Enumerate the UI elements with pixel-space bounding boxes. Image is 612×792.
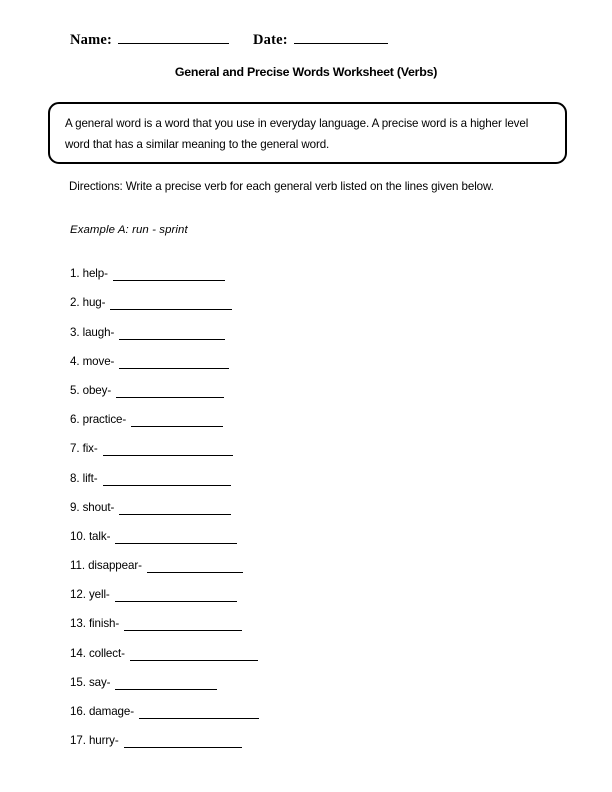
list-item-label: 6. practice- (70, 413, 127, 427)
list-item (70, 369, 550, 398)
verb-list (70, 252, 550, 748)
list-item (70, 486, 550, 515)
list-item-label: 11. disappear- (70, 559, 142, 573)
answer-blank-rule[interactable] (119, 328, 225, 340)
list-item (70, 427, 550, 456)
list-item (70, 281, 550, 310)
name-input-rule[interactable] (118, 30, 229, 44)
answer-blank-rule[interactable] (147, 561, 243, 573)
answer-blank-rule[interactable] (115, 590, 237, 602)
directions-text: Directions: Write a precise verb for each general verb listed on the lines given below. (69, 180, 494, 193)
date-input-rule[interactable] (294, 30, 388, 44)
list-item-label: 12. yell- (70, 588, 110, 602)
list-item (70, 661, 550, 690)
list-item (70, 573, 550, 602)
answer-blank-rule[interactable] (115, 678, 217, 690)
name-field-group (70, 30, 229, 49)
definition-callout-box (48, 102, 567, 164)
list-item-label: 3. laugh- (70, 325, 115, 339)
name-label: Name: (70, 32, 113, 48)
list-item-label: 5. obey- (70, 383, 112, 397)
list-item-label: 10. talk- (70, 529, 111, 543)
list-item (70, 544, 550, 573)
list-item-label: 1. help- (70, 267, 108, 281)
list-item (70, 340, 550, 369)
answer-blank-rule[interactable] (103, 474, 231, 486)
answer-blank-rule[interactable] (103, 444, 233, 456)
answer-blank-rule[interactable] (113, 269, 225, 281)
list-item (70, 515, 550, 544)
date-label: Date: (253, 32, 288, 48)
list-item-label: 17. hurry- (70, 734, 119, 748)
list-item-label: 9. shout- (70, 500, 115, 514)
list-item (70, 252, 550, 281)
list-item (70, 310, 550, 339)
example-text: Example A: run - sprint (70, 224, 188, 236)
list-item-label: 8. lift- (70, 471, 98, 485)
definition-text: A general word is a word that you use in everyday language. A precise word is a higher level word that has a similar meaning to the general word. (65, 117, 529, 151)
list-item-label: 4. move- (70, 354, 115, 368)
answer-blank-rule[interactable] (139, 707, 259, 719)
answer-blank-rule[interactable] (124, 619, 242, 631)
answer-blank-rule[interactable] (119, 503, 231, 515)
answer-blank-rule[interactable] (110, 298, 232, 310)
answer-blank-rule[interactable] (130, 649, 258, 661)
list-item (70, 456, 550, 485)
list-item (70, 690, 550, 719)
answer-blank-rule[interactable] (131, 415, 223, 427)
name-date-row (0, 30, 612, 56)
list-item-label: 7. fix- (70, 442, 98, 456)
list-item-label: 15. say- (70, 675, 111, 689)
page-title: General and Precise Words Worksheet (Verbs) (174, 65, 438, 79)
answer-blank-rule[interactable] (119, 357, 229, 369)
date-field-group (253, 30, 388, 49)
list-item-label: 13. finish- (70, 617, 120, 631)
list-item (70, 719, 550, 748)
list-item (70, 602, 550, 631)
list-item-label: 2. hug- (70, 296, 106, 310)
list-item (70, 631, 550, 660)
answer-blank-rule[interactable] (115, 532, 237, 544)
list-item-label: 16. damage- (70, 705, 134, 718)
list-item (70, 398, 550, 427)
list-item-label: 14. collect- (70, 646, 125, 660)
answer-blank-rule[interactable] (124, 736, 242, 748)
answer-blank-rule[interactable] (116, 386, 224, 398)
